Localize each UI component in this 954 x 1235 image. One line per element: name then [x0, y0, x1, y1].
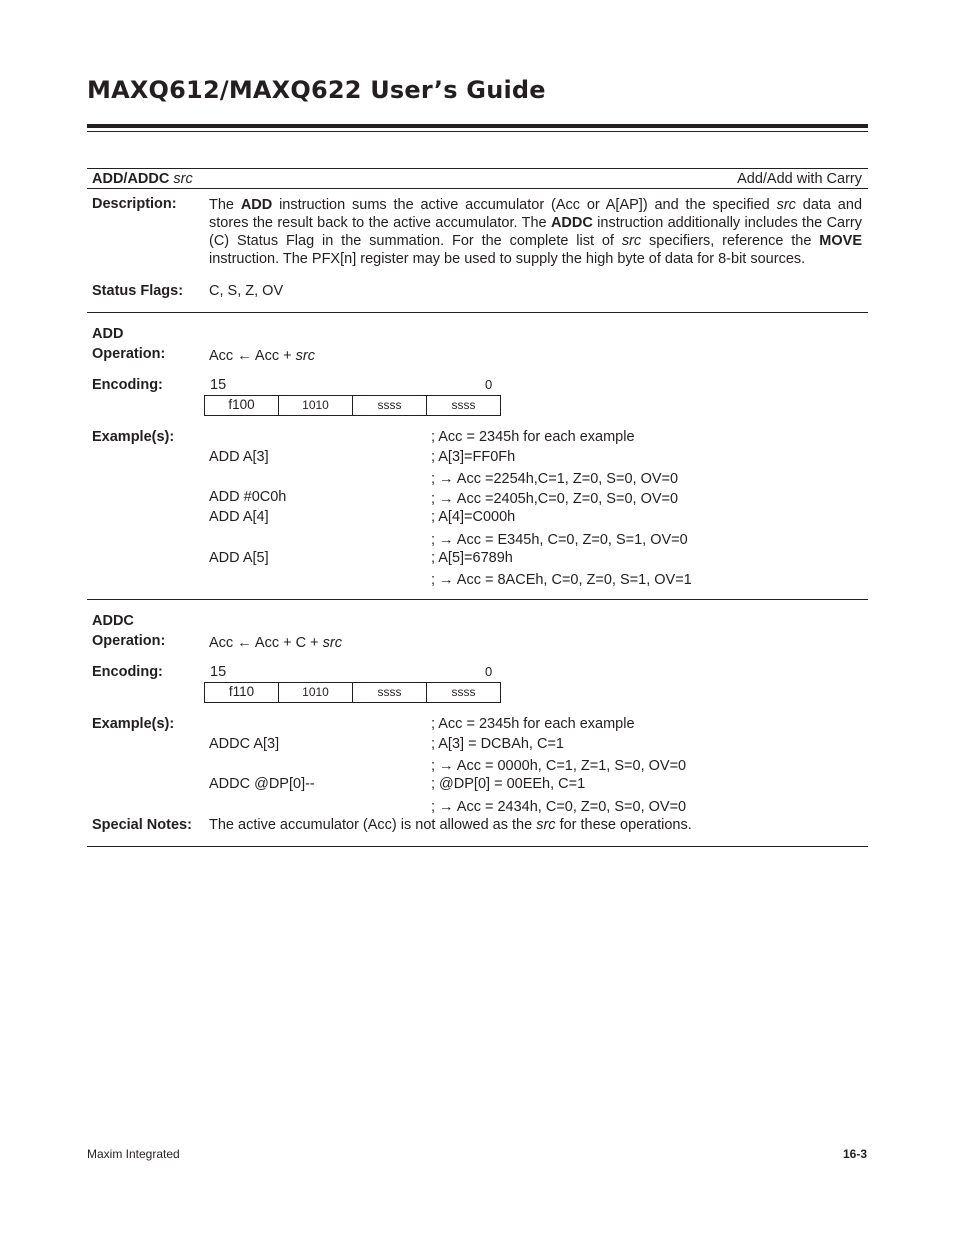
special-notes-text: The active accumulator (Acc) is not allowed as the src for these operations. — [209, 817, 692, 833]
example-comment: ; → Acc = 2434h, C=0, Z=0, S=0, OV=0 — [431, 799, 687, 815]
example-code: ADD A[5] — [209, 550, 269, 566]
title-rule-thin — [87, 131, 868, 132]
example-comment: ; → Acc =2254h,C=1, Z=0, S=0, OV=0 — [431, 471, 679, 487]
addc-encoding-box — [204, 682, 501, 703]
status-flags-label: Status Flags: — [92, 283, 184, 299]
encoding-cell: f110 — [205, 683, 279, 702]
special-notes-label: Special Notes: — [92, 817, 192, 833]
instruction-name: ADD/ADDC src — [92, 171, 193, 187]
addc-operation: Acc ← Acc + C + src — [209, 635, 342, 651]
title-rule-thick — [87, 124, 868, 128]
encoding-cell: 1010 — [279, 683, 353, 702]
section-divider — [87, 599, 868, 600]
example-comment: ; @DP[0] = 00EEh, C=1 — [431, 776, 586, 792]
add-heading: ADD — [92, 326, 124, 342]
add-bit-low: 0 — [485, 377, 493, 392]
status-flags-value: C, S, Z, OV — [209, 283, 284, 299]
example-comment: ; Acc = 2345h for each example — [431, 429, 635, 445]
add-encoding-box — [204, 395, 501, 416]
example-comment: ; → Acc = 0000h, C=1, Z=1, S=0, OV=0 — [431, 758, 687, 774]
addc-examples-label: Example(s): — [92, 716, 175, 732]
example-code: ADD A[3] — [209, 449, 269, 465]
encoding-cell: 1010 — [279, 396, 353, 415]
section-divider — [87, 312, 868, 313]
instruction-summary: Add/Add with Carry — [737, 171, 862, 187]
section-divider — [87, 168, 868, 169]
section-divider — [87, 188, 868, 189]
example-comment: ; A[3] = DCBAh, C=1 — [431, 736, 564, 752]
footer-company: Maxim Integrated — [87, 1147, 180, 1161]
add-encoding-label: Encoding: — [92, 377, 163, 393]
description-text: The ADD instruction sums the active accumulator (Acc or A[AP]) and the specified src data and stores the result back to the active accumulator. The ADDC instruction additionally includes the Carry (C) Status Flag in the summation. For the complete list of src specifiers, reference the MOVE instruction. The PFX[n] register may be used to supply the high byte of data for 8-bit sources. — [209, 197, 863, 267]
example-code: ADD #0C0h — [209, 489, 287, 505]
page-number: 16-3 — [842, 1147, 867, 1161]
example-comment: ; A[3]=FF0Fh — [431, 449, 516, 465]
example-code: ADD A[4] — [209, 509, 269, 525]
example-comment: ; Acc = 2345h for each example — [431, 716, 635, 732]
example-code: ADDC A[3] — [209, 736, 280, 752]
addc-bit-low: 0 — [485, 664, 493, 679]
add-examples-label: Example(s): — [92, 429, 175, 445]
page-title: MAXQ612/MAXQ622 User’s Guide — [87, 76, 546, 104]
encoding-cell: f100 — [205, 396, 279, 415]
addc-encoding-label: Encoding: — [92, 664, 163, 680]
example-comment: ; A[5]=6789h — [431, 550, 513, 566]
encoding-cell: ssss — [451, 398, 476, 412]
encoding-cell: ssss — [451, 685, 476, 699]
example-comment: ; A[4]=C000h — [431, 509, 516, 525]
example-comment: ; → Acc = 8ACEh, C=0, Z=0, S=1, OV=1 — [431, 572, 692, 588]
description-label: Description: — [92, 196, 177, 212]
encoding-cell: ssss — [353, 396, 427, 415]
addc-heading: ADDC — [92, 613, 134, 629]
addc-operation-label: Operation: — [92, 633, 166, 649]
section-divider — [87, 846, 868, 847]
example-comment: ; → Acc =2405h,C=0, Z=0, S=0, OV=0 — [431, 491, 679, 507]
example-comment: ; → Acc = E345h, C=0, Z=0, S=1, OV=0 — [431, 532, 688, 548]
add-bit-high: 15 — [210, 377, 227, 393]
add-operation: Acc ← Acc + src — [209, 348, 315, 364]
addc-bit-high: 15 — [210, 664, 227, 680]
add-operation-label: Operation: — [92, 346, 166, 362]
encoding-cell: ssss — [353, 683, 427, 702]
example-code: ADDC @DP[0]-- — [209, 776, 315, 792]
